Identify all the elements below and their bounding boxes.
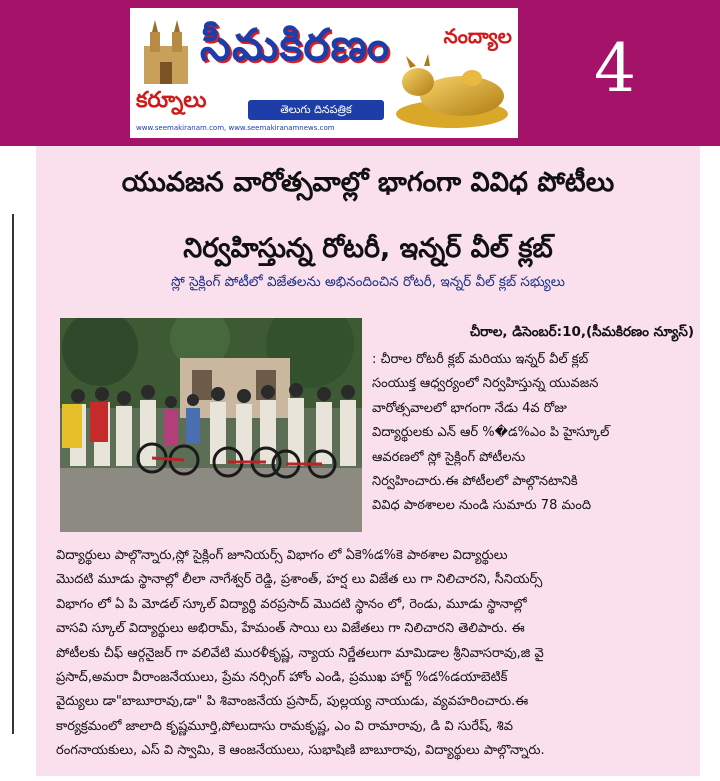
body-line: వారోత్సవాలలో భాగంగా నేడు 4వ రోజు: [372, 400, 567, 416]
headline-line-1: యువజన వారోత్సవాల్లో భాగంగా వివిధ పోటీలు: [121, 167, 615, 198]
logo-city-left: కర్నూలు: [136, 88, 207, 113]
body-line: విద్యార్థులకు ఎన్ ఆర్ %�డ%ఎం పి హైస్కూల్: [372, 425, 610, 441]
body-line: నిర్వహించారు.ఈ పోటీలలో పాల్గొనటానికి: [372, 474, 578, 490]
article-body-right-column: [372, 348, 694, 519]
masthead: [0, 0, 720, 146]
body-line: ఆవరణలో స్లో సైక్లింగ్ పోటీలను: [372, 449, 526, 465]
body-line: ప్రసాద్,అమరా వీరాంజనేయులు, ప్రేమ నర్సింగ్ హోం ఎండి, ప్రముఖ హార్ట్ %డ%డయాబెటిక్: [56, 670, 508, 686]
logo-title: సీమకిరణం: [200, 20, 391, 71]
body-line: రంగనాయకులు, ఎస్ వి స్వామి, కె ఆంజనేయులు, సుభాషిణి బాబూరావు, విద్యార్థులు పాల్గొన్నారు.: [56, 743, 545, 759]
body-line: వివిధ పాఠశాలల నుండి సుమారు 78 మంది: [372, 498, 591, 514]
article-headline: [36, 150, 700, 282]
logo-urls: www.seemakiranam.com, www.seemakiranamnews.com: [136, 124, 335, 132]
body-line: విద్యార్థులు పాల్గొన్నారు,స్లో సైక్లింగ్ జూనియర్స్ విభాగం లో ఏకె%డ%కె పాఠశాల విద్యార్థులు: [56, 548, 508, 563]
body-line: మొదటి మూడు స్థానాల్లో లీలా నాగేశ్వర్ రెడ్డి, ప్రశాంత్, హర్ష లు విజేత లు గా నిలిచారని, సీనియర్స్: [56, 572, 543, 588]
body-line: విభాగం లో ఏ పి మోడల్ స్కూల్ విద్యార్థి వరప్రసాద్ మొదటి స్థానం లో, రెండు, మూడు స్థానాల్లో: [56, 596, 527, 612]
nandi-bull-icon: [392, 52, 512, 132]
body-line: పోటీలకు చీఫ్ ఆర్గనైజర్ గా వలివేటి మురళీకృష్ణ, న్యాయ నిర్ణేతలుగా మామిడాల శ్రీనివాసరావు,జి వై: [56, 645, 544, 661]
article-body-full-width: [56, 544, 698, 764]
page-number: 4: [594, 30, 636, 107]
headline-line-2: నిర్వహిస్తున్న రోటరీ, ఇన్నర్ వీల్ క్లబ్: [183, 233, 553, 264]
logo-city-right: నంద్యాల: [443, 24, 512, 48]
body-line: వాసవి స్కూల్ విద్యార్థులు అభిరామ్, హేమంత్ సాయి లు విజేతలు గా నిలిచారని తెలిపారు. ఈ: [56, 621, 525, 637]
column-divider: [12, 214, 14, 734]
dateline: చీరాల, డిసెంబర్:10,(సీమకిరణం న్యూస్): [469, 324, 694, 340]
body-line: కార్యక్రమంలో జాలాది కృష్ణమూర్తి,పోలుదాసు రామకృష్ణ, ఎం వి రామారావు, డి వి సురేష్, శివ: [56, 718, 513, 734]
logo-tagline: తెలుగు దినపత్రిక: [248, 100, 384, 120]
body-line: వైద్యులు డా"బాబూరావు,డా" పి శివాంజనేయ ప్రసాద్, పుల్లయ్య నాయుడు, వ్యవహరించారు.ఈ: [56, 694, 529, 710]
newspaper-logo: [130, 8, 518, 138]
news-photo: [60, 318, 362, 532]
body-line: : చీరాల రోటరీ క్లబ్ మరియు ఇన్నర్ వీల్ క్లబ్: [372, 352, 589, 367]
article-subheadline: స్లో సైక్లింగ్ పోటీలో విజేతలను అభినందించిన రోటరీ, ఇన్నర్ వీల్ క్లబ్ సభ్యులు: [171, 274, 565, 290]
fort-icon: [136, 16, 196, 86]
body-line: సంయుక్త ఆధ్వర్యంలో నిర్వహిస్తున్న యువజన: [372, 376, 599, 392]
